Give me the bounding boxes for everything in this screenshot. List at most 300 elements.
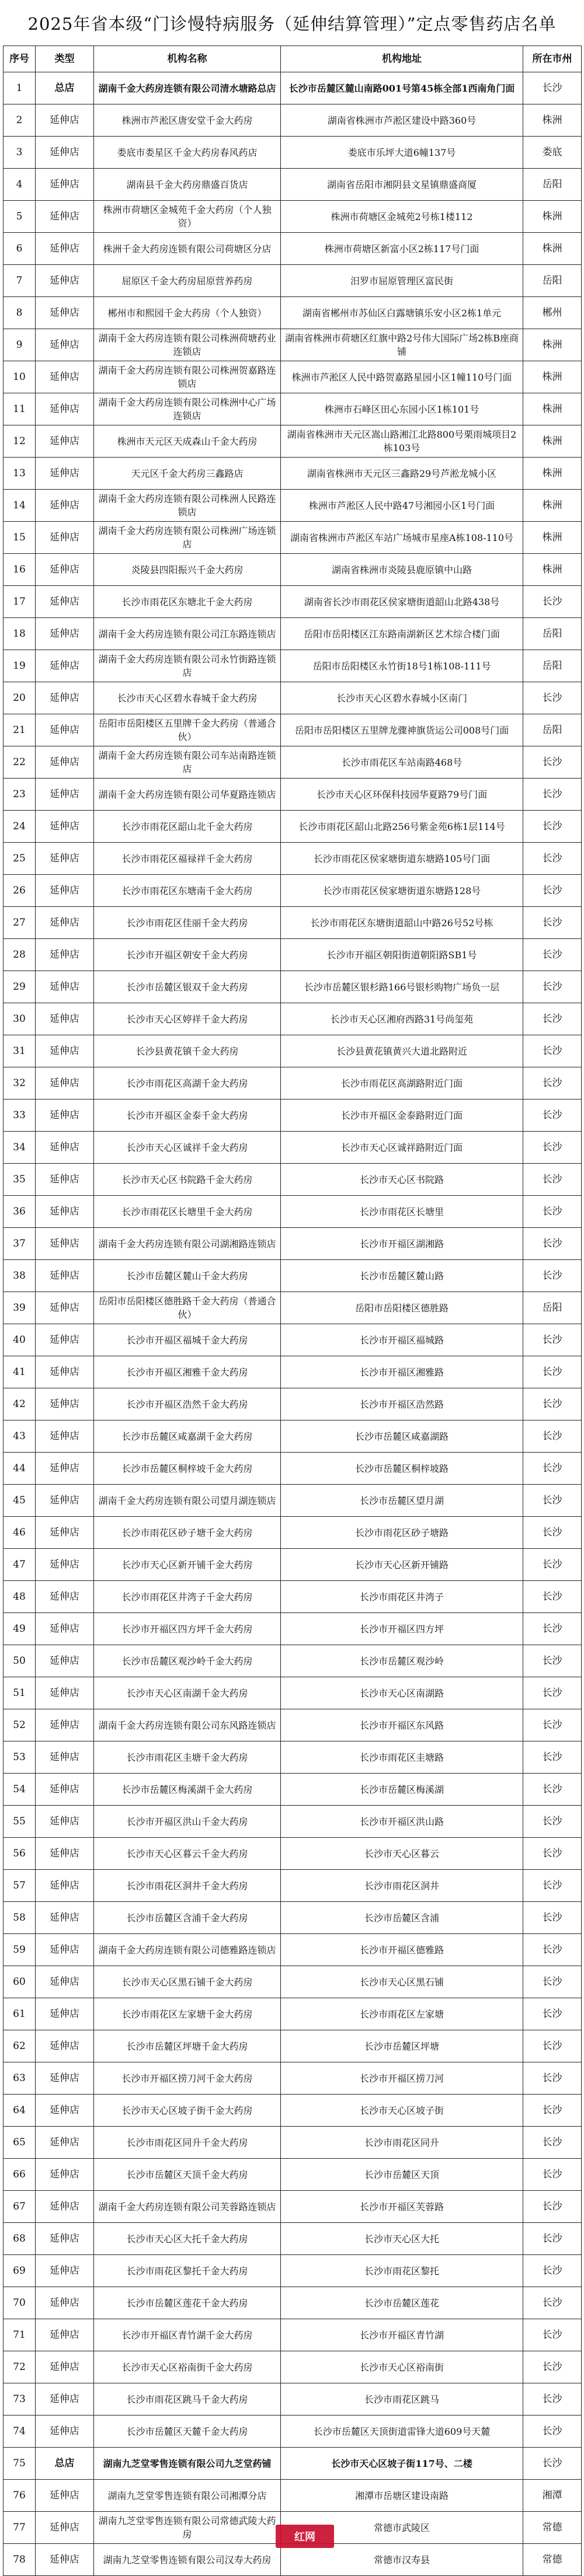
row-name: 长沙市雨花区长塘里千金大药房 bbox=[94, 1196, 281, 1228]
row-type: 延伸店 bbox=[36, 1549, 94, 1581]
row-name: 长沙市开福区福城千金大药房 bbox=[94, 1324, 281, 1356]
row-name: 湖南千金大药房连锁有限公司清水塘路总店 bbox=[94, 72, 281, 104]
row-type: 延伸店 bbox=[36, 2223, 94, 2255]
row-type: 延伸店 bbox=[36, 1613, 94, 1645]
row-number: 44 bbox=[4, 1453, 36, 1485]
row-type: 延伸店 bbox=[36, 586, 94, 618]
row-address: 长沙市岳麓区银杉路166号银杉购物广场负一层 bbox=[281, 971, 523, 1003]
row-name: 湖南九芝堂零售连锁有限公司湘潭分店 bbox=[94, 2480, 281, 2512]
row-type: 延伸店 bbox=[36, 682, 94, 714]
row-number: 7 bbox=[4, 265, 36, 297]
row-name: 长沙市天心区大托千金大药房 bbox=[94, 2223, 281, 2255]
row-type: 延伸店 bbox=[36, 233, 94, 265]
row-name: 湖南千金大药房连锁有限公司芙蓉路连锁店 bbox=[94, 2191, 281, 2223]
row-number: 21 bbox=[4, 714, 36, 746]
row-number: 22 bbox=[4, 746, 36, 779]
row-city: 长沙 bbox=[523, 1774, 582, 1806]
table-row bbox=[4, 1035, 582, 1067]
row-address: 长沙市开福区青竹湖 bbox=[281, 2319, 523, 2351]
row-name: 长沙市开福区朝安千金大药房 bbox=[94, 939, 281, 971]
row-address: 长沙市雨花区韶山北路256号紫金苑6栋1层114号 bbox=[281, 811, 523, 843]
row-address: 长沙市天心区暮云 bbox=[281, 1838, 523, 1870]
row-address: 长沙市雨花区东塘街道韶山中路26号52号栋 bbox=[281, 907, 523, 939]
row-name: 长沙市开福区捞刀河千金大药房 bbox=[94, 2062, 281, 2095]
row-type: 延伸店 bbox=[36, 522, 94, 554]
row-number: 4 bbox=[4, 169, 36, 201]
row-type: 延伸店 bbox=[36, 1420, 94, 1453]
row-number: 62 bbox=[4, 2030, 36, 2062]
table-row bbox=[4, 1741, 582, 1774]
row-number: 69 bbox=[4, 2255, 36, 2287]
row-city: 娄底 bbox=[523, 137, 582, 169]
row-city: 株洲 bbox=[523, 458, 582, 490]
row-number: 36 bbox=[4, 1196, 36, 1228]
column-header-type: 类型 bbox=[36, 46, 94, 72]
row-name: 湖南千金大药房连锁有限公司湖湘路连锁店 bbox=[94, 1228, 281, 1260]
row-address: 长沙市天心区坡子街 bbox=[281, 2095, 523, 2127]
row-city: 长沙 bbox=[523, 2062, 582, 2095]
row-address: 湖南省株洲市天元区三鑫路29号芦淞龙城小区 bbox=[281, 458, 523, 490]
row-name: 湖南千金大药房连锁有限公司永竹街路连锁店 bbox=[94, 650, 281, 682]
row-city: 株洲 bbox=[523, 393, 582, 425]
table-row bbox=[4, 875, 582, 907]
row-address: 株洲市芦淞区人民中路贺嘉路星园小区1幢110号门面 bbox=[281, 361, 523, 393]
table-row bbox=[4, 490, 582, 522]
table-row bbox=[4, 1356, 582, 1388]
row-city: 长沙 bbox=[523, 746, 582, 779]
table-row bbox=[4, 2319, 582, 2351]
row-address: 长沙市开福区东风路 bbox=[281, 1709, 523, 1741]
row-city: 长沙 bbox=[523, 1838, 582, 1870]
row-name: 湖南九芝堂零售连锁有限公司九芝堂药铺 bbox=[94, 2448, 281, 2480]
row-address: 湖南省长沙市雨花区侯家塘街道韶山北路438号 bbox=[281, 586, 523, 618]
row-city: 长沙 bbox=[523, 1067, 582, 1099]
row-city: 常德 bbox=[523, 2544, 582, 2576]
row-number: 65 bbox=[4, 2127, 36, 2159]
row-name: 长沙市雨花区高湖千金大药房 bbox=[94, 1067, 281, 1099]
row-type: 延伸店 bbox=[36, 1774, 94, 1806]
row-address: 长沙市开福区福城路 bbox=[281, 1324, 523, 1356]
row-type: 延伸店 bbox=[36, 1581, 94, 1613]
row-city: 长沙 bbox=[523, 1196, 582, 1228]
row-number: 26 bbox=[4, 875, 36, 907]
row-number: 38 bbox=[4, 1260, 36, 1292]
row-number: 12 bbox=[4, 425, 36, 458]
row-city: 岳阳 bbox=[523, 169, 582, 201]
table-row bbox=[4, 2287, 582, 2319]
row-type: 延伸店 bbox=[36, 907, 94, 939]
table-row bbox=[4, 2062, 582, 2095]
row-number: 35 bbox=[4, 1164, 36, 1196]
row-type: 延伸店 bbox=[36, 361, 94, 393]
row-name: 长沙市岳麓区咸嘉湖千金大药房 bbox=[94, 1420, 281, 1453]
row-name: 长沙市岳麓区桐梓坡千金大药房 bbox=[94, 1453, 281, 1485]
table-row bbox=[4, 2383, 582, 2416]
table-row bbox=[4, 1453, 582, 1485]
row-name: 长沙市岳麓区银双千金大药房 bbox=[94, 971, 281, 1003]
row-city: 长沙 bbox=[523, 586, 582, 618]
row-type: 延伸店 bbox=[36, 104, 94, 137]
row-number: 17 bbox=[4, 586, 36, 618]
row-number: 41 bbox=[4, 1356, 36, 1388]
row-city: 长沙 bbox=[523, 1324, 582, 1356]
row-city: 长沙 bbox=[523, 1966, 582, 1998]
row-address: 长沙市天心区诚祥路附近门面 bbox=[281, 1132, 523, 1164]
row-type: 延伸店 bbox=[36, 2127, 94, 2159]
row-name: 株洲市芦淞区唐安堂千金大药房 bbox=[94, 104, 281, 137]
row-name: 长沙市岳麓区麓山千金大药房 bbox=[94, 1260, 281, 1292]
row-city: 长沙 bbox=[523, 1741, 582, 1774]
row-type: 延伸店 bbox=[36, 169, 94, 201]
table-row bbox=[4, 650, 582, 682]
row-number: 6 bbox=[4, 233, 36, 265]
table-body bbox=[4, 72, 582, 2576]
row-number: 33 bbox=[4, 1099, 36, 1132]
table-row bbox=[4, 2480, 582, 2512]
row-number: 16 bbox=[4, 554, 36, 586]
row-number: 18 bbox=[4, 618, 36, 650]
row-address: 长沙市岳麓区莲花 bbox=[281, 2287, 523, 2319]
table-row bbox=[4, 682, 582, 714]
row-city: 长沙 bbox=[523, 1645, 582, 1677]
row-name: 湖南县千金大药房鼎盛百货店 bbox=[94, 169, 281, 201]
table-row bbox=[4, 458, 582, 490]
row-number: 66 bbox=[4, 2159, 36, 2191]
row-type: 延伸店 bbox=[36, 714, 94, 746]
row-city: 株洲 bbox=[523, 329, 582, 361]
row-name: 长沙市天心区坡子街千金大药房 bbox=[94, 2095, 281, 2127]
row-address: 长沙市岳麓区天顶 bbox=[281, 2159, 523, 2191]
row-name: 长沙市开福区洪山千金大药房 bbox=[94, 1806, 281, 1838]
row-number: 75 bbox=[4, 2448, 36, 2480]
row-city: 岳阳 bbox=[523, 618, 582, 650]
row-city: 长沙 bbox=[523, 1420, 582, 1453]
row-number: 27 bbox=[4, 907, 36, 939]
row-address: 汨罗市屈原管理区富民街 bbox=[281, 265, 523, 297]
row-city: 长沙 bbox=[523, 779, 582, 811]
row-address: 长沙县黄花镇黄兴大道北路附近 bbox=[281, 1035, 523, 1067]
row-name: 湖南千金大药房连锁有限公司江东路连锁店 bbox=[94, 618, 281, 650]
row-address: 长沙市天心区裕南街 bbox=[281, 2351, 523, 2383]
row-city: 长沙 bbox=[523, 875, 582, 907]
row-city: 长沙 bbox=[523, 1453, 582, 1485]
table-row bbox=[4, 2223, 582, 2255]
row-city: 株洲 bbox=[523, 554, 582, 586]
row-city: 长沙 bbox=[523, 1998, 582, 2030]
row-name: 湖南千金大药房连锁有限公司株洲中心广场连锁店 bbox=[94, 393, 281, 425]
column-header-city: 所在市州 bbox=[523, 46, 582, 72]
row-type: 延伸店 bbox=[36, 1934, 94, 1966]
row-city: 长沙 bbox=[523, 2223, 582, 2255]
row-city: 长沙 bbox=[523, 1485, 582, 1517]
row-name: 屈原区千金大药房屈原营养药房 bbox=[94, 265, 281, 297]
table-row bbox=[4, 2095, 582, 2127]
row-name: 长沙市雨花区跳马千金大药房 bbox=[94, 2383, 281, 2416]
row-name: 长沙市开福区湘雅千金大药房 bbox=[94, 1356, 281, 1388]
row-type: 延伸店 bbox=[36, 2512, 94, 2544]
row-address: 长沙市雨花区跳马 bbox=[281, 2383, 523, 2416]
row-address: 长沙市岳麓区梅溪湖 bbox=[281, 1774, 523, 1806]
row-address: 长沙市雨花区长塘里 bbox=[281, 1196, 523, 1228]
table-row bbox=[4, 1067, 582, 1099]
table-row bbox=[4, 1870, 582, 1902]
table-row bbox=[4, 1485, 582, 1517]
row-address: 长沙市天心区书院路 bbox=[281, 1164, 523, 1196]
row-type: 延伸店 bbox=[36, 2255, 94, 2287]
row-city: 长沙 bbox=[523, 1581, 582, 1613]
row-type: 延伸店 bbox=[36, 1741, 94, 1774]
row-number: 32 bbox=[4, 1067, 36, 1099]
table-row bbox=[4, 1003, 582, 1035]
row-number: 63 bbox=[4, 2062, 36, 2095]
row-type: 延伸店 bbox=[36, 329, 94, 361]
row-number: 9 bbox=[4, 329, 36, 361]
row-city: 长沙 bbox=[523, 1356, 582, 1388]
row-address: 长沙市雨花区高湖路附近门面 bbox=[281, 1067, 523, 1099]
row-city: 岳阳 bbox=[523, 265, 582, 297]
row-number: 46 bbox=[4, 1517, 36, 1549]
row-type: 延伸店 bbox=[36, 2095, 94, 2127]
row-number: 71 bbox=[4, 2319, 36, 2351]
row-city: 长沙 bbox=[523, 1677, 582, 1709]
row-city: 长沙 bbox=[523, 1035, 582, 1067]
row-city: 湘潭 bbox=[523, 2480, 582, 2512]
table-row bbox=[4, 554, 582, 586]
row-city: 株洲 bbox=[523, 361, 582, 393]
row-address: 湖南省株洲市天元区嵩山路湘江北路800号栗雨城项目2栋103号 bbox=[281, 425, 523, 458]
row-type: 延伸店 bbox=[36, 458, 94, 490]
row-city: 岳阳 bbox=[523, 714, 582, 746]
row-address: 长沙市开福区湖湘路 bbox=[281, 1228, 523, 1260]
row-address: 长沙市开福区芙蓉路 bbox=[281, 2191, 523, 2223]
row-type: 延伸店 bbox=[36, 265, 94, 297]
row-type: 延伸店 bbox=[36, 2480, 94, 2512]
row-type: 延伸店 bbox=[36, 1164, 94, 1196]
row-name: 株洲市天元区天成森山千金大药房 bbox=[94, 425, 281, 458]
row-address: 长沙市天心区环保科技园华夏路79号门面 bbox=[281, 779, 523, 811]
row-address: 长沙市开福区金泰路附近门面 bbox=[281, 1099, 523, 1132]
row-type: 延伸店 bbox=[36, 1356, 94, 1388]
table-row bbox=[4, 2351, 582, 2383]
row-type: 延伸店 bbox=[36, 2383, 94, 2416]
column-header-no: 序号 bbox=[4, 46, 36, 72]
table-row bbox=[4, 1292, 582, 1324]
row-city: 长沙 bbox=[523, 72, 582, 104]
row-name: 湖南九芝堂零售连锁有限公司常德武陵大药房 bbox=[94, 2512, 281, 2544]
table-row bbox=[4, 1324, 582, 1356]
table-row bbox=[4, 1613, 582, 1645]
pharmacy-table bbox=[3, 46, 582, 2576]
row-name: 长沙市雨花区井湾子千金大药房 bbox=[94, 1581, 281, 1613]
row-number: 60 bbox=[4, 1966, 36, 1998]
row-name: 长沙市天心区碧水春城千金大药房 bbox=[94, 682, 281, 714]
row-city: 长沙 bbox=[523, 2448, 582, 2480]
row-name: 长沙市岳麓区观沙岭千金大药房 bbox=[94, 1645, 281, 1677]
row-city: 长沙 bbox=[523, 971, 582, 1003]
table-row bbox=[4, 393, 582, 425]
row-number: 53 bbox=[4, 1741, 36, 1774]
row-address: 株洲市荷塘区新富小区2栋117号门面 bbox=[281, 233, 523, 265]
row-address: 岳阳市岳阳楼区永竹街18号1栋108-111号 bbox=[281, 650, 523, 682]
row-city: 长沙 bbox=[523, 1549, 582, 1581]
row-address: 长沙市雨花区砂子塘路 bbox=[281, 1517, 523, 1549]
table-row bbox=[4, 137, 582, 169]
row-city: 长沙 bbox=[523, 811, 582, 843]
row-number: 42 bbox=[4, 1388, 36, 1420]
row-name: 长沙市雨花区左家塘千金大药房 bbox=[94, 1998, 281, 2030]
row-number: 48 bbox=[4, 1581, 36, 1613]
row-type: 延伸店 bbox=[36, 1998, 94, 2030]
row-name: 湖南千金大药房连锁有限公司车站南路连锁店 bbox=[94, 746, 281, 779]
row-name: 长沙市开福区金泰千金大药房 bbox=[94, 1099, 281, 1132]
row-type: 延伸店 bbox=[36, 618, 94, 650]
row-name: 岳阳市岳阳楼区德胜路千金大药房（普通合伙） bbox=[94, 1292, 281, 1324]
table-row bbox=[4, 265, 582, 297]
row-number: 25 bbox=[4, 843, 36, 875]
row-number: 57 bbox=[4, 1870, 36, 1902]
row-city: 长沙 bbox=[523, 682, 582, 714]
row-name: 郴州市和熙园千金大药房（个人独资） bbox=[94, 297, 281, 329]
row-name: 湖南千金大药房连锁有限公司东风路连锁店 bbox=[94, 1709, 281, 1741]
row-type: 延伸店 bbox=[36, 1870, 94, 1902]
row-city: 长沙 bbox=[523, 907, 582, 939]
row-type: 延伸店 bbox=[36, 1260, 94, 1292]
row-type: 延伸店 bbox=[36, 2062, 94, 2095]
row-city: 长沙 bbox=[523, 1870, 582, 1902]
row-city: 长沙 bbox=[523, 1709, 582, 1741]
row-number: 77 bbox=[4, 2512, 36, 2544]
row-address: 长沙市雨花区同升 bbox=[281, 2127, 523, 2159]
row-address: 株洲市石峰区田心东园小区1栋101号 bbox=[281, 393, 523, 425]
row-city: 长沙 bbox=[523, 2255, 582, 2287]
table-row bbox=[4, 104, 582, 137]
table-row bbox=[4, 1388, 582, 1420]
row-number: 31 bbox=[4, 1035, 36, 1067]
row-number: 55 bbox=[4, 1806, 36, 1838]
table-row bbox=[4, 746, 582, 779]
row-city: 长沙 bbox=[523, 1132, 582, 1164]
table-row bbox=[4, 1099, 582, 1132]
row-city: 长沙 bbox=[523, 2383, 582, 2416]
row-type: 延伸店 bbox=[36, 393, 94, 425]
row-type: 延伸店 bbox=[36, 1388, 94, 1420]
row-name: 湖南千金大药房连锁有限公司株洲贺嘉路连锁店 bbox=[94, 361, 281, 393]
row-type: 总店 bbox=[36, 2448, 94, 2480]
row-type: 延伸店 bbox=[36, 1003, 94, 1035]
row-name: 长沙市岳麓区天顶千金大药房 bbox=[94, 2159, 281, 2191]
table-row bbox=[4, 297, 582, 329]
row-number: 70 bbox=[4, 2287, 36, 2319]
row-name: 长沙市雨花区砂子塘千金大药房 bbox=[94, 1517, 281, 1549]
row-type: 延伸店 bbox=[36, 1966, 94, 1998]
row-name: 长沙市雨花区福禄祥千金大药房 bbox=[94, 843, 281, 875]
row-number: 40 bbox=[4, 1324, 36, 1356]
row-number: 64 bbox=[4, 2095, 36, 2127]
row-address: 株洲市芦淞区人民中路47号湘园小区1号门面 bbox=[281, 490, 523, 522]
row-address: 长沙市雨花区车站南路468号 bbox=[281, 746, 523, 779]
table-row bbox=[4, 1228, 582, 1260]
row-name: 岳阳市岳阳楼区五里牌千金大药房（普通合伙） bbox=[94, 714, 281, 746]
row-type: 延伸店 bbox=[36, 1132, 94, 1164]
row-city: 岳阳 bbox=[523, 650, 582, 682]
row-number: 30 bbox=[4, 1003, 36, 1035]
table-row bbox=[4, 907, 582, 939]
table-row bbox=[4, 1934, 582, 1966]
row-type: 延伸店 bbox=[36, 1838, 94, 1870]
row-address: 长沙市雨花区洞井 bbox=[281, 1870, 523, 1902]
row-address: 长沙市天心区新开铺路 bbox=[281, 1549, 523, 1581]
row-city: 岳阳 bbox=[523, 1292, 582, 1324]
row-name: 长沙市岳麓区梅溪湖千金大药房 bbox=[94, 1774, 281, 1806]
row-name: 长沙市天心区诚祥千金大药房 bbox=[94, 1132, 281, 1164]
row-city: 郴州 bbox=[523, 297, 582, 329]
row-number: 45 bbox=[4, 1485, 36, 1517]
table-row bbox=[4, 1260, 582, 1292]
row-number: 24 bbox=[4, 811, 36, 843]
table-row bbox=[4, 843, 582, 875]
row-type: 延伸店 bbox=[36, 2544, 94, 2576]
table-row bbox=[4, 2544, 582, 2576]
table-row bbox=[4, 1806, 582, 1838]
row-type: 延伸店 bbox=[36, 137, 94, 169]
row-address: 湖南省岳阳市湘阴县文星镇鼎盛商厦 bbox=[281, 169, 523, 201]
row-city: 株洲 bbox=[523, 201, 582, 233]
row-city: 长沙 bbox=[523, 2191, 582, 2223]
row-number: 28 bbox=[4, 939, 36, 971]
row-number: 34 bbox=[4, 1132, 36, 1164]
row-number: 15 bbox=[4, 522, 36, 554]
row-address: 长沙市雨花区井湾子 bbox=[281, 1581, 523, 1613]
row-address: 长沙市天心区湘府西路31号尚玺苑 bbox=[281, 1003, 523, 1035]
row-name: 湖南千金大药房连锁有限公司株洲荷塘药业连锁店 bbox=[94, 329, 281, 361]
row-city: 长沙 bbox=[523, 2416, 582, 2448]
row-number: 8 bbox=[4, 297, 36, 329]
row-name: 长沙市天心区南湖千金大药房 bbox=[94, 1677, 281, 1709]
table-row bbox=[4, 1774, 582, 1806]
document-title: 2025年省本级“门诊慢特病服务（延伸结算管理）”定点零售药店名单 bbox=[27, 13, 557, 34]
row-number: 10 bbox=[4, 361, 36, 393]
row-type: 延伸店 bbox=[36, 1709, 94, 1741]
row-city: 长沙 bbox=[523, 2095, 582, 2127]
row-address: 长沙市岳麓区天顶街道雷锋大道609号天麓 bbox=[281, 2416, 523, 2448]
row-number: 39 bbox=[4, 1292, 36, 1324]
row-city: 长沙 bbox=[523, 2287, 582, 2319]
table-row bbox=[4, 1132, 582, 1164]
row-city: 长沙 bbox=[523, 2159, 582, 2191]
row-type: 延伸店 bbox=[36, 1806, 94, 1838]
row-number: 37 bbox=[4, 1228, 36, 1260]
table-row bbox=[4, 2159, 582, 2191]
row-address: 长沙市雨花区侯家塘街道东塘路128号 bbox=[281, 875, 523, 907]
row-type: 延伸店 bbox=[36, 843, 94, 875]
row-name: 长沙县黄花镇千金大药房 bbox=[94, 1035, 281, 1067]
row-address: 长沙市岳麓区观沙岭 bbox=[281, 1645, 523, 1677]
column-header-address: 机构地址 bbox=[281, 46, 523, 72]
row-type: 延伸店 bbox=[36, 1453, 94, 1485]
row-type: 延伸店 bbox=[36, 1196, 94, 1228]
row-address: 娄底市乐坪大道6幢137号 bbox=[281, 137, 523, 169]
row-city: 长沙 bbox=[523, 2030, 582, 2062]
row-number: 74 bbox=[4, 2416, 36, 2448]
row-address: 湖南省株洲市炎陵县鹿原镇中山路 bbox=[281, 554, 523, 586]
row-address: 长沙市开福区朝阳街道朝阳路SB1号 bbox=[281, 939, 523, 971]
table-row bbox=[4, 522, 582, 554]
table-row bbox=[4, 1549, 582, 1581]
row-name: 娄底市娄星区千金大药房春风药店 bbox=[94, 137, 281, 169]
row-number: 13 bbox=[4, 458, 36, 490]
row-number: 20 bbox=[4, 682, 36, 714]
row-city: 长沙 bbox=[523, 1099, 582, 1132]
